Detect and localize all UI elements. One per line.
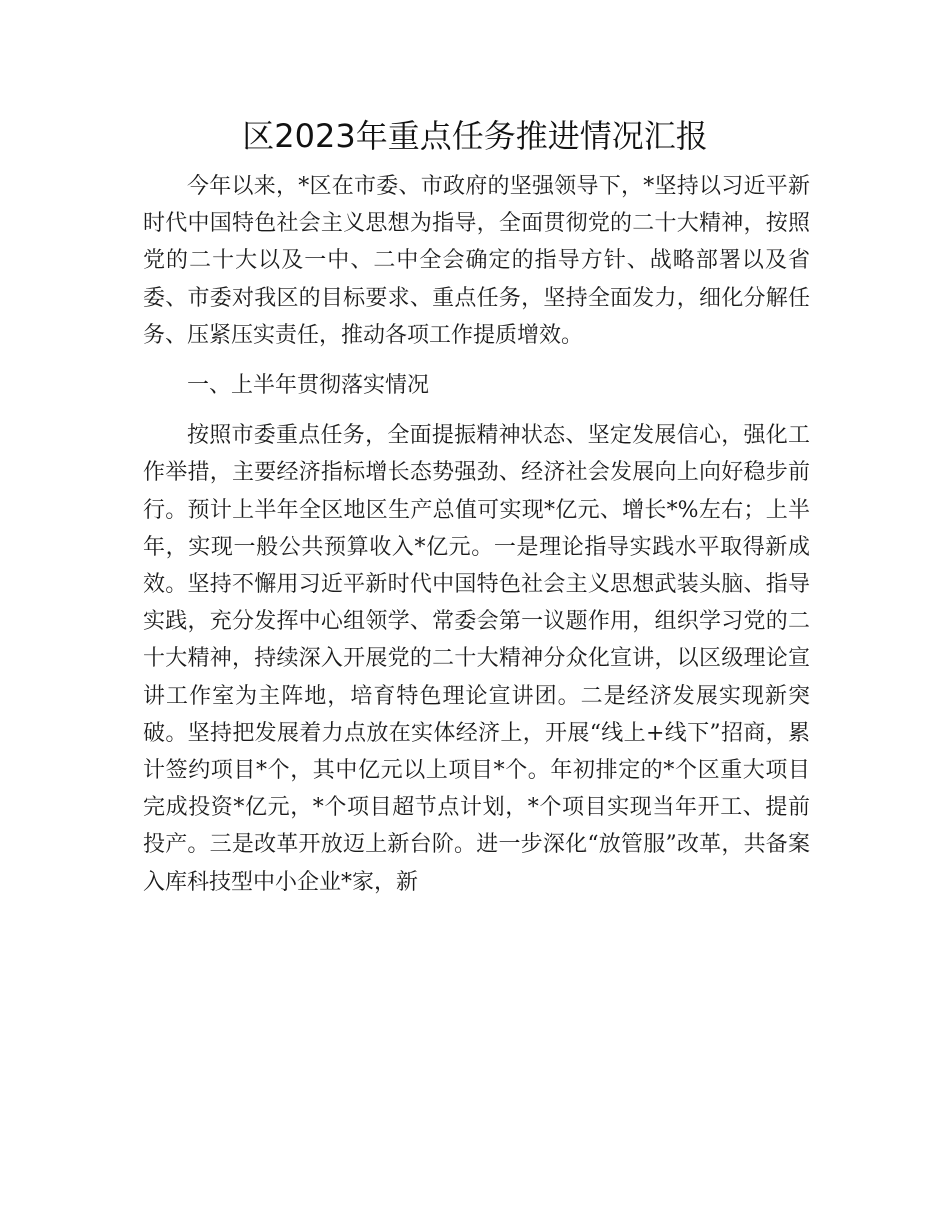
document-title: 区2023年重点任务推进情况汇报	[242, 117, 708, 155]
section-heading: 一、上半年贯彻落实情况	[187, 373, 430, 399]
section-paragraph: 按照市委重点任务，全面提振精神状态、坚定发展信心，强化工作举措，主要经济指标增长态势强劲、经济社会发展向上向好稳步前行。预计上半年全区地区生产总值可实现*亿元、增长*%左右；上半年，实现一般公共预算收入*亿元。一是理论指导实践水平取得新成效。坚持不懈用习近平新时代中国特色社会主义思想武装头脑、指导实践，充分发挥中心组领学、常委会第一议题作用，组织学习党的二十大精神，持续深入开展党的二十大精神分众化宣讲，以区级理论宣讲工作室为主阵地，培育特色理论宣讲团。二是经济发展实现新突破。坚持把发展着力点放在实体经济上，开展“线上+线下”招商，累计签约项目*个，其中亿元以上项目*个。年初排定的*个区重大项目完成投资*亿元，*个项目超节点计划，*个项目实现当年开工、提前投产。三是改革开放迈上新台阶。进一步深化“放管服”改革，共备案入库科技型中小企业*家，新	[143, 423, 810, 895]
document-body	[143, 168, 810, 901]
intro-paragraph: 今年以来，*区在市委、市政府的坚强领导下，*坚持以习近平新时代中国特色社会主义思想为指导，全面贯彻党的二十大精神，按照党的二十大以及一中、二中全会确定的指导方针、战略部署以及省委、市委对我区的目标要求、重点任务，坚持全面发力，细化分解任务、压紧压实责任，推动各项工作提质增效。	[143, 174, 810, 348]
